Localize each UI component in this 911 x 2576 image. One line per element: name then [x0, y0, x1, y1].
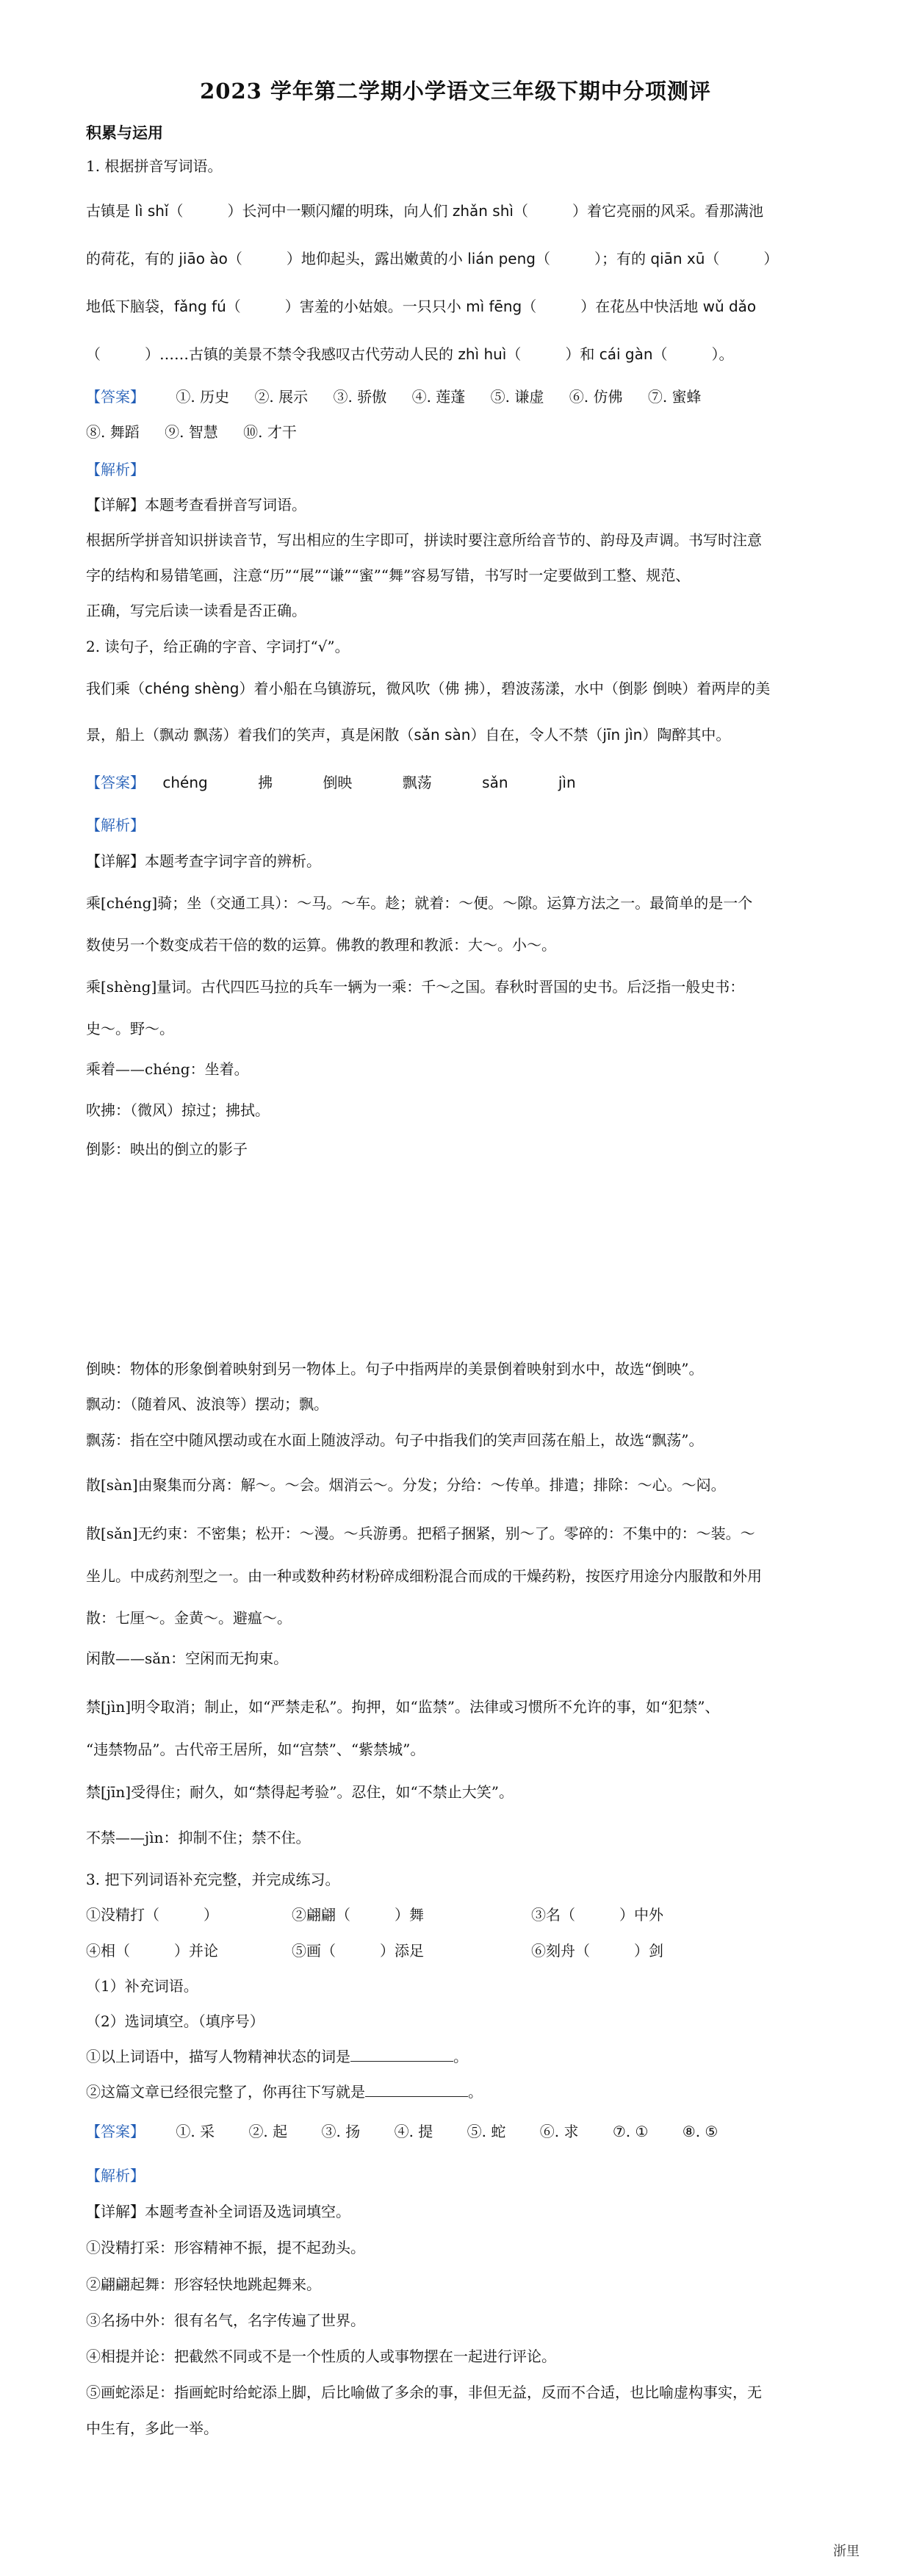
- q2-text: 我们乘（: [86, 680, 145, 697]
- pinyin: qiān xū: [650, 250, 705, 267]
- q3-detail: ②翩翩起舞：形容轻快地跳起舞来。: [86, 2275, 321, 2293]
- q2-line-1: [86, 677, 828, 699]
- answer-item: ⑦. 蜜蜂: [647, 388, 702, 406]
- answer-item: ⑩. 才干: [243, 423, 297, 441]
- q1-answer-row: [86, 386, 828, 408]
- q2-detail: 飘动：（随着风、波浪等）摆动；飘。: [86, 1395, 328, 1413]
- q1-line-2: [86, 248, 828, 270]
- answer-item: ④. 莲蓬: [411, 388, 466, 406]
- q2-detail: 不禁——jìn：抑制不住；禁不住。: [86, 1829, 311, 1846]
- q2-detail: 散：七厘～。金黄～。避瘟～。: [86, 1609, 292, 1627]
- q3-prompt: 3. 把下列词语补充完整，并完成练习。: [86, 1871, 340, 1888]
- pinyin: zhì huì: [458, 345, 507, 363]
- q3-detail: ①没精打采：形容精神不振，提不起劲头。: [86, 2239, 365, 2256]
- q1-line-3: [86, 295, 828, 317]
- answer-blank[interactable]: [350, 2046, 453, 2062]
- q1-text: （ ）和: [506, 345, 599, 363]
- q1-prompt: 1. 根据拼音写词语。: [86, 157, 223, 175]
- answer-item: 飘荡: [402, 774, 432, 791]
- analysis-label: 【解析】: [86, 461, 145, 478]
- answer-item: ②. 起: [248, 2123, 288, 2140]
- answer-item: 拂: [258, 774, 273, 791]
- q3-detail: 中生有，多此一举。: [86, 2420, 218, 2437]
- answer-item: ⑨. 智慧: [165, 423, 218, 441]
- q2-line-2: [86, 724, 828, 746]
- answer-item: ⑦. ①: [612, 2123, 649, 2140]
- q3-item: ③名（ ）中外: [531, 1906, 663, 1924]
- q1-line-4: [86, 343, 828, 365]
- pinyin: mì fēng: [466, 298, 522, 315]
- answer-item: ⑧. ⑤: [682, 2123, 719, 2140]
- q1-detail: 【详解】本题考查看拼音写词语。: [86, 496, 306, 514]
- q3-items-row-1: [86, 1904, 828, 1926]
- analysis-label: 【解析】: [86, 2167, 145, 2184]
- q2-detail: 散[sàn]由聚集而分离：解～。～会。烟消云～。分发；分给：～传单。排遣；排除：～心。～闷。: [86, 1476, 726, 1494]
- q1-text: （ ）着它亮丽的风采。看那满池: [513, 202, 763, 220]
- answer-item: ⑤. 蛇: [467, 2123, 506, 2140]
- pinyin: jīn jìn: [602, 726, 643, 744]
- q1-text: 地低下脑袋，: [86, 298, 174, 315]
- q1-line-1: [86, 200, 828, 222]
- pinyin: lì shǐ: [134, 202, 169, 220]
- q3-sub1: （1）补充词语。: [86, 1977, 198, 1995]
- q1-text: 的荷花，有的: [86, 250, 179, 267]
- answer-item: ③. 扬: [321, 2123, 361, 2140]
- q2-text: 景，船上（飘动 飘荡）着我们的笑声，真是闲散（: [86, 726, 414, 744]
- q2-detail: 禁[jīn]受得住；耐久，如“禁得起考验”。忍住，如“不禁止大笑”。: [86, 1783, 514, 1801]
- answer-item: ①. 历史: [176, 388, 230, 406]
- q1-text: （ ）在花丛中快活地: [522, 298, 703, 315]
- q2-text: ）着小船在乌镇游玩，微风吹（佛 拂），碧波荡漾，水中（倒影 倒映）着两岸的美: [239, 680, 771, 697]
- answer-label: 【答案】: [86, 774, 145, 791]
- answer-label: 【答案】: [86, 2123, 145, 2140]
- q1-text: （ ）。: [652, 345, 734, 363]
- q1-detail: 根据所学拼音知识拼读音节，写出相应的生字即可，拼读时要注意所给音节的、韵母及声调。书写时注意: [86, 531, 762, 549]
- q3-detail: 【详解】本题考查补全词语及选词填空。: [86, 2203, 350, 2220]
- q1-text: （ ）: [705, 250, 779, 267]
- pinyin: chéng shèng: [145, 680, 240, 697]
- q1-detail: 正确，写完后读一读看是否正确。: [86, 602, 306, 619]
- q3-item: ⑥刻舟（ ）剑: [531, 1942, 663, 1960]
- q2-text: ）自在，令人不禁（: [470, 726, 603, 744]
- q3-item: ④相（ ）并论: [86, 1942, 218, 1960]
- q3-fill-text: ①以上词语中，描写人物精神状态的词是: [86, 2048, 350, 2065]
- q2-detail: “违禁物品”。古代帝王居所，如“宫禁”、“紫禁城”。: [86, 1741, 425, 1758]
- q1-text: （ ）地仰起头，露出嫩黄的小: [227, 250, 468, 267]
- q1-text: （ ）害羞的小姑娘。一只只小: [226, 298, 467, 315]
- q2-detail: 乘着——chéng：坐着。: [86, 1060, 249, 1078]
- analysis-label: 【解析】: [86, 816, 145, 834]
- answer-blank[interactable]: [365, 2082, 468, 2097]
- q1-text: 古镇是: [86, 202, 135, 220]
- q1-answer-row-2: [86, 421, 828, 443]
- answer-item: ⑧. 舞蹈: [86, 423, 140, 441]
- q2-detail: 坐儿。中成药剂型之一。由一种或数种药材粉碎成细粉混合而成的干燥药粉，按医疗用途分内服散和外用: [86, 1567, 762, 1585]
- q2-detail: 乘[shèng]量词。古代四匹马拉的兵车一辆为一乘：千～之国。春秋时晋国的史书。后泛指一般史书：: [86, 978, 745, 996]
- q3-fill-1: [86, 2046, 828, 2068]
- period: 。: [468, 2083, 483, 2101]
- q3-answer-row: [86, 2120, 828, 2143]
- q1-detail: 字的结构和易错笔画，注意“历”“展”“谦”“蜜”“舞”容易写错，书写时一定要做到工整、规范、: [86, 566, 691, 584]
- q3-items-row-2: [86, 1940, 828, 1962]
- pinyin: lián peng: [467, 250, 536, 267]
- period: 。: [453, 2048, 468, 2065]
- answer-item: ④. 提: [394, 2123, 433, 2140]
- answer-item: jìn: [558, 774, 576, 791]
- q2-detail: 史～。野～。: [86, 1020, 174, 1037]
- document-title: 2023 学年第二学期小学语文三年级下期中分项测评: [200, 79, 711, 104]
- q2-text: ）陶醉其中。: [642, 726, 731, 744]
- q2-prompt: 2. 读句子，给正确的字音、字词打“√”。: [86, 638, 350, 655]
- answer-item: ⑥. 求: [539, 2123, 579, 2140]
- q3-sub2: （2）选词填空。（填序号）: [86, 2012, 264, 2030]
- q2-detail: 倒影：映出的倒立的影子: [86, 1140, 248, 1158]
- answer-item: 倒映: [323, 774, 353, 791]
- answer-item: ①. 采: [176, 2123, 215, 2140]
- answer-item: ③. 骄傲: [333, 388, 387, 406]
- q3-fill-text: ②这篇文章已经很完整了，你再往下写就是: [86, 2083, 365, 2101]
- q2-detail: 散[sǎn]无约束：不密集；松开：～漫。～兵游勇。把稻子捆紧，别～了。零碎的：不集中的：～装。～: [86, 1525, 755, 1542]
- q3-detail: ④相提并论：把截然不同或不是一个性质的人或事物摆在一起进行评论。: [86, 2347, 556, 2365]
- q3-detail: ③名扬中外：很有名气，名字传遍了世界。: [86, 2311, 365, 2329]
- answer-label: 【答案】: [86, 388, 145, 406]
- answer-item: ⑥. 仿佛: [569, 388, 623, 406]
- answer-item: chéng: [162, 774, 208, 791]
- pinyin: zhǎn shì: [452, 202, 514, 220]
- q2-detail: 禁[jìn]明令取消；制止，如“严禁走私”。拘押，如“监禁”。法律或习惯所不允许的事，如“犯禁”、: [86, 1698, 720, 1716]
- q3-item: ⑤画（ ）添足: [292, 1942, 424, 1960]
- q1-text: （ ）长河中一颗闪耀的明珠，向人们: [168, 202, 453, 220]
- q2-detail: 吹拂：（微风）掠过；拂拭。: [86, 1101, 270, 1119]
- answer-item: ②. 展示: [254, 388, 309, 406]
- pinyin: sǎn sàn: [414, 726, 471, 744]
- q3-item: ①没精打（ ）: [86, 1906, 218, 1924]
- q3-detail: ⑤画蛇添足：指画蛇时给蛇添上脚，后比喻做了多余的事，非但无益，反而不合适，也比喻虚构事实，无: [86, 2383, 762, 2401]
- pinyin: jiāo ào: [179, 250, 228, 267]
- q2-detail: 闲散——sǎn：空闲而无拘束。: [86, 1649, 289, 1667]
- q2-detail: 【详解】本题考查字词字音的辨析。: [86, 852, 321, 870]
- answer-item: sǎn: [482, 774, 508, 791]
- pinyin: wǔ dǎo: [702, 298, 757, 315]
- pinyin: fǎng fú: [174, 298, 226, 315]
- section-heading: 积累与运用: [86, 124, 163, 142]
- q3-fill-2: [86, 2081, 828, 2103]
- q3-item: ②翩翩（ ）舞: [292, 1906, 424, 1924]
- q2-answer-row: [86, 771, 828, 794]
- q2-detail: 数使另一个数变成若干倍的数的运算。佛教的教理和教派：大～。小～。: [86, 936, 556, 954]
- q2-detail: 飘荡：指在空中随风摆动或在水面上随波浮动。句子中指我们的笑声回荡在船上，故选“飘荡”。: [86, 1431, 704, 1449]
- q2-detail: 乘[chéng]骑；坐（交通工具）：～马。～车。趁；就着：～便。～隙。运算方法之一。最简单的是一个: [86, 894, 753, 912]
- pinyin: cái gàn: [599, 345, 653, 363]
- q2-detail: 倒映：物体的形象倒着映射到另一物体上。句子中指两岸的美景倒着映射到水中，故选“倒映”。: [86, 1360, 704, 1378]
- q1-text: （ ）……古镇的美景不禁令我感叹古代劳动人民的: [86, 345, 458, 363]
- answer-item: ⑤. 谦虚: [490, 388, 544, 406]
- footer-watermark: 浙里: [833, 2544, 860, 2559]
- q1-text: （ ）；有的: [535, 250, 651, 267]
